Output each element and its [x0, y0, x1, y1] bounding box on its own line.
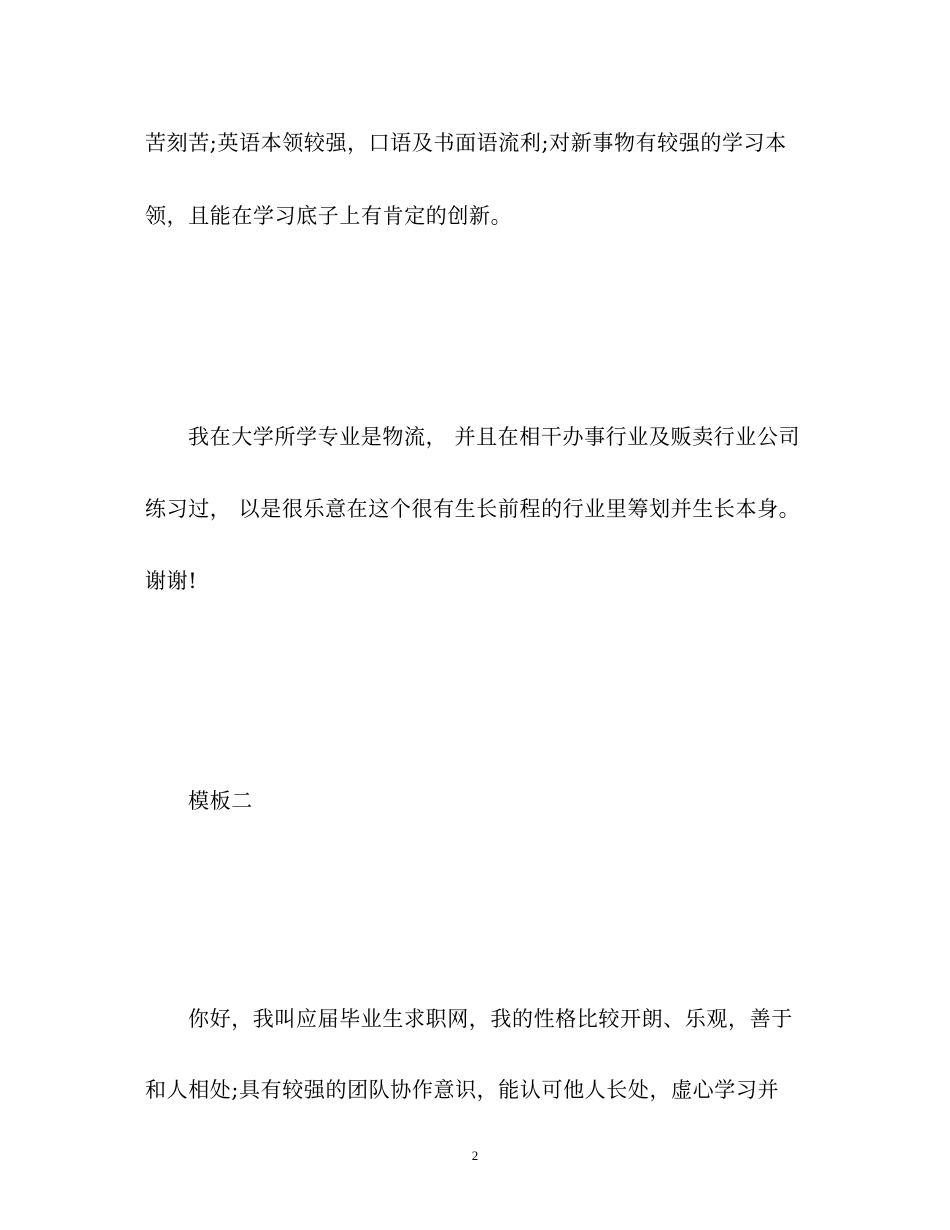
paragraph-1-line-2: 领，且能在学习底子上有肯定的创新。: [145, 204, 513, 228]
section-heading: 模板二: [188, 789, 253, 813]
paragraph-1-line-1: 苦刻苦;英语本领较强，口语及书面语流利;对新事物有较强的学习本: [145, 131, 787, 155]
page-number: 2: [471, 1148, 479, 1163]
paragraph-3-line-2: 和人相处;具有较强的团队协作意识，能认可他人长处，虚心学习并: [145, 1078, 780, 1102]
paragraph-2-line-3: 谢谢!: [145, 569, 198, 593]
paragraph-3-line-1: 你好，我叫应届毕业生求职网，我的性格比较开朗、乐观，善于: [188, 1007, 793, 1031]
paragraph-2-line-2: 练习过， 以是很乐意在这个很有生长前程的行业里筹划并生长本身。: [145, 497, 801, 521]
paragraph-2-line-1: 我在大学所学专业是物流， 并且在相干办事行业及贩卖行业公司: [188, 425, 801, 449]
